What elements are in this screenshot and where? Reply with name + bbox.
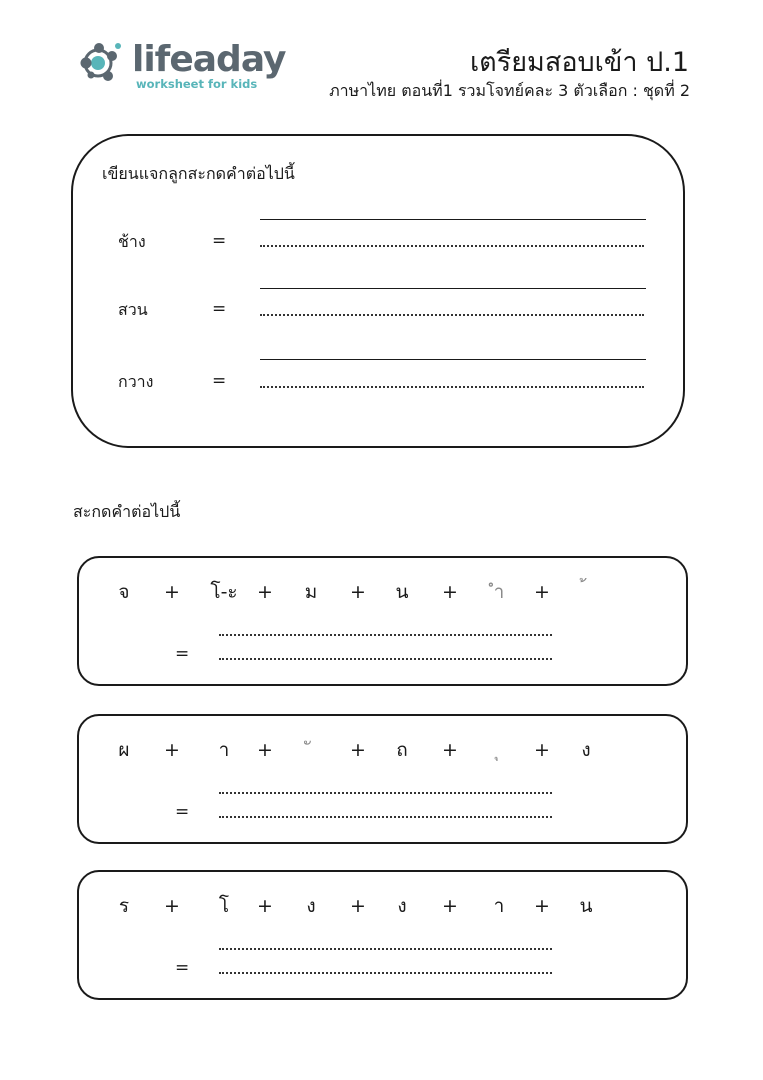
plus-sign: + bbox=[442, 895, 458, 917]
section2-instruction: สะกดคำต่อไปนี้ bbox=[73, 502, 181, 521]
equals-sign: = bbox=[175, 802, 190, 822]
word-label: สวน bbox=[118, 300, 148, 319]
page-title: เตรียมสอบเข้า ป.1 bbox=[469, 47, 689, 78]
letter-token: า bbox=[493, 895, 505, 917]
answer-line[interactable] bbox=[260, 359, 646, 360]
plus-sign: + bbox=[442, 581, 458, 603]
plus-sign: + bbox=[534, 739, 550, 761]
word-label: กวาง bbox=[118, 372, 154, 391]
letter-token: ง bbox=[397, 895, 407, 917]
page-subtitle: ภาษาไทย ตอนที่1 รวมโจทย์คละ 3 ตัวเลือก : ชุดที่ 2 bbox=[329, 81, 690, 100]
plus-sign: + bbox=[257, 581, 273, 603]
letter-token: จ bbox=[118, 581, 130, 603]
plus-sign: + bbox=[164, 581, 180, 603]
section1-instruction: เขียนแจกลูกสะกดคำต่อไปนี้ bbox=[102, 164, 295, 183]
lifeaday-logo bbox=[80, 38, 286, 96]
dotted-answer-line[interactable] bbox=[219, 948, 552, 950]
letter-token bbox=[564, 580, 608, 604]
plus-sign: + bbox=[350, 895, 366, 917]
plus-sign: + bbox=[534, 895, 550, 917]
letter-token: ร bbox=[118, 895, 130, 917]
equals-sign: = bbox=[212, 231, 227, 251]
equals-sign: = bbox=[212, 299, 227, 319]
logo-wordmark: lifeaday bbox=[132, 39, 286, 80]
plus-sign: + bbox=[257, 895, 273, 917]
spelling-exercise-box bbox=[77, 870, 688, 1000]
letter-token: ถ bbox=[396, 739, 408, 761]
logo-tagline: worksheet for kids bbox=[136, 77, 258, 91]
letter-token: น bbox=[395, 581, 409, 603]
equals-sign: = bbox=[175, 958, 190, 978]
plus-sign: + bbox=[350, 739, 366, 761]
letter-token bbox=[289, 738, 333, 762]
equals-sign: = bbox=[175, 644, 190, 664]
letter-token: โ bbox=[218, 895, 230, 917]
answer-line[interactable] bbox=[260, 288, 646, 289]
dotted-answer-line[interactable] bbox=[219, 972, 552, 974]
plus-sign: + bbox=[164, 895, 180, 917]
molecule-dots-icon bbox=[80, 38, 132, 92]
dotted-answer-line[interactable] bbox=[219, 816, 552, 818]
letter-token: ง bbox=[306, 895, 316, 917]
dotted-answer-line[interactable] bbox=[219, 634, 552, 636]
dotted-answer-line[interactable] bbox=[260, 386, 644, 388]
dotted-answer-line[interactable] bbox=[260, 314, 644, 316]
letter-token: ม bbox=[304, 581, 318, 603]
letter-token: ำ bbox=[493, 581, 505, 603]
dotted-answer-line[interactable] bbox=[219, 658, 552, 660]
plus-sign: + bbox=[350, 581, 366, 603]
plus-sign: + bbox=[257, 739, 273, 761]
answer-line[interactable] bbox=[260, 219, 646, 220]
spelling-exercise-box bbox=[77, 556, 688, 686]
plus-sign: + bbox=[442, 739, 458, 761]
dotted-answer-line[interactable] bbox=[219, 792, 552, 794]
letter-token: ผ bbox=[118, 739, 130, 761]
letter-token bbox=[477, 738, 521, 762]
letter-token: น bbox=[579, 895, 593, 917]
plus-sign: + bbox=[164, 739, 180, 761]
word-label: ช้าง bbox=[118, 232, 146, 251]
dotted-answer-line[interactable] bbox=[260, 245, 644, 247]
letter-token: ง bbox=[581, 739, 591, 761]
equals-sign: = bbox=[212, 371, 227, 391]
plus-sign: + bbox=[534, 581, 550, 603]
letter-token: โ-ะ bbox=[210, 581, 238, 603]
spelling-exercise-box bbox=[77, 714, 688, 844]
letter-token: า bbox=[218, 739, 230, 761]
